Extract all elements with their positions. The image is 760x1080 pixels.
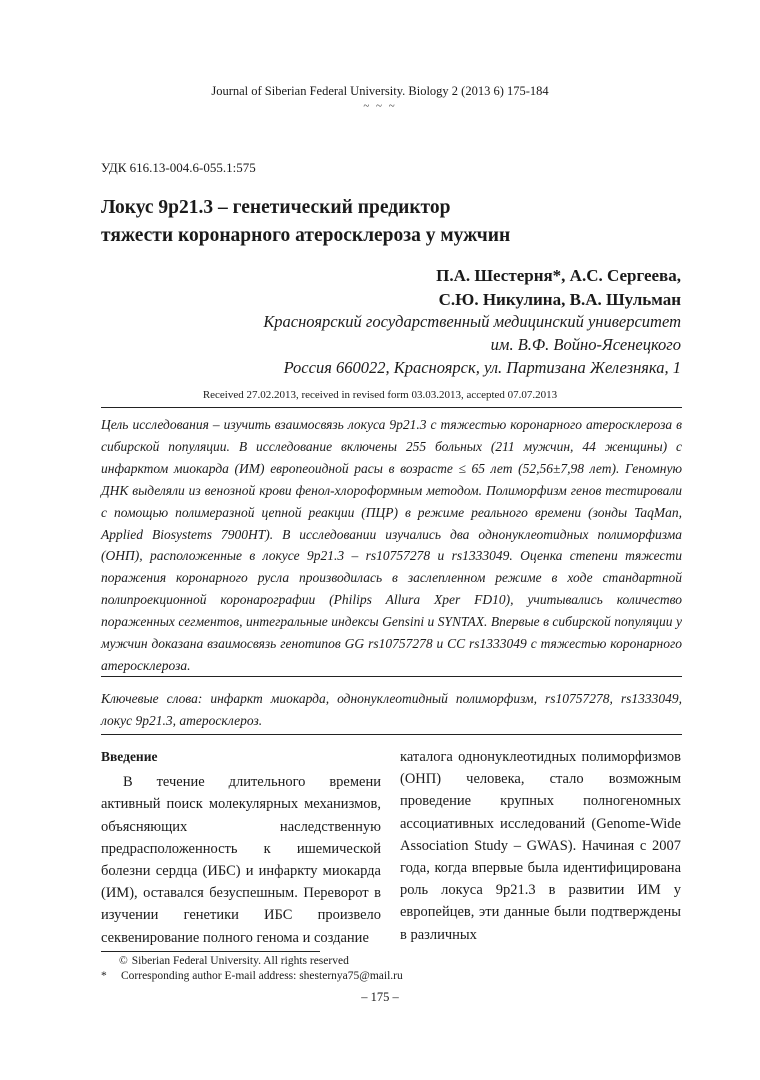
keywords-bottom-rule [101,734,682,735]
received-dates: Received 27.02.2013, received in revised form 03.03.2013, accepted 07.07.2013 [202,389,558,401]
title-line-2: тяжести коронарного атеросклероза у мужчин [101,225,511,246]
footnote-rule [101,951,320,952]
abstract: Цель исследования – изучить взаимосвязь локуса 9р21.3 с тяжестью коронарного атеросклероза в сибирской популяции. В исследование включены 255 больных (211 мужчин, 44 женщины) с инфарктом миокарда (ИМ) европеоидной расы в возрасте ≤ 65 лет (52,56±7,98 лет). Геномную ДНК выделяли из венозной крови фенол-хлороформным методом. Полиморфизм генов тестировали с помощью полимеразной цепной реакции (ПЦР) в режиме реального времени (зонды TaqMan, Applied Biosystems 7900HT). В исследовании изучались два однонуклеотидных полиморфизма (ОНП), расположенные в локусе 9р21.3 – rs10757278 и rs1333049. Оценка степени тяжести поражения коронарного русла производилась в заслепленном режиме в ходе стандартной полипроекционной коронарографии (Philips Allura Xper FD10), учитывались количество пораженных сегментов, интегральные индексы Gensini и SYNTAX. Впервые в сибирской популяции у мужчин доказана взаимосвязь генотипов GG rs10757278 и CC rs1333049 с тяжестью коронарного атеросклероза. [101,417,682,673]
header-ornament: ~ ~ ~ [363,100,397,112]
copyright-text: Siberian Federal University. All rights reserved [131,955,349,967]
footnotes [101,954,403,984]
authors-line-2: С.Ю. Никулина, В.А. Шульман [438,290,681,309]
journal-header: Journal of Siberian Federal University. Biology 2 (2013 6) 175-184 [211,84,549,98]
authors-line-1: П.А. Шестерня*, А.С. Сергеева, [436,266,681,285]
section-heading: Введение [101,749,158,764]
left-column-text: В течение длительного времени активный поиск молекулярных механизмов, объясняющих наследственную предрасположенность к ишемической болезни сердца (ИБС) и инфаркту миокарда (ИМ), оставался безуспешным. Переворот в изучении генетики ИБС произвело секвенирование полного генома и создание [101,774,381,946]
affiliation-line-3: Россия 660022, Красноярск, ул. Партизана Железняка, 1 [283,358,681,377]
page-number: – 175 – [361,990,399,1004]
udk-code: УДК 616.13-004.6-055.1:575 [101,160,256,175]
affiliation [263,310,681,379]
right-column-text: каталога однонуклеотидных полиморфизмов (ОНП) человека, стало возможным проведение крупных полногеномных ассоциативных исследований (Genome-Wide Association Study – GWAS). Начиная с 2007 года, когда впервые была идентифицирована роль локуса 9р21.3 в развитии ИМ у европейцев, эти данные были подтверждены в различных [400,749,681,943]
abstract-top-rule [101,407,682,408]
affiliation-line-2: им. В.Ф. Войно-Ясенецкого [490,335,681,354]
title-line-1: Локус 9p21.3 – генетический предиктор [101,197,451,218]
copyright-mark: © [119,955,128,967]
authors [436,264,681,312]
affiliation-line-1: Красноярский государственный медицинский университет [263,312,681,331]
article-title [101,194,510,250]
keywords: Ключевые слова: инфаркт миокарда, однонуклеотидный полиморфизм, rs10757278, rs1333049, локус 9р21.3, атеросклероз. [101,691,682,728]
corresponding-text: Corresponding author E-mail address: shesternya75@mail.ru [121,970,403,982]
copyright-note [101,954,403,969]
body-right-column [400,746,681,946]
abstract-bottom-rule [101,676,682,677]
body-left-column [101,746,381,949]
asterisk-mark: * [101,970,107,982]
corresponding-note [101,969,403,984]
